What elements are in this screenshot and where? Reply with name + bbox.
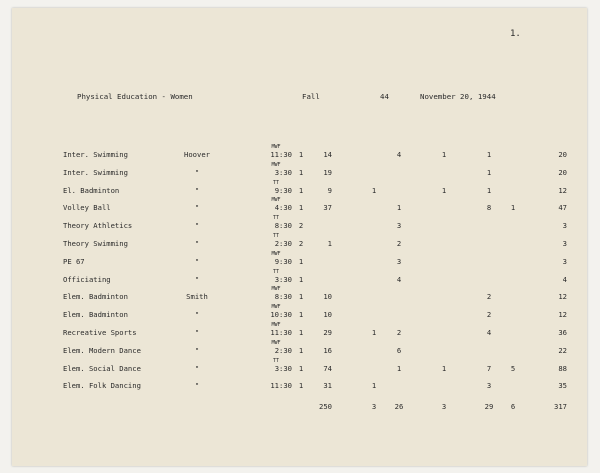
course-name: Volley Ball — [63, 203, 111, 213]
class-time: 3:30 — [274, 167, 292, 177]
department-title: Physical Education - Women — [77, 92, 193, 101]
credit-hours: 1 — [298, 381, 304, 391]
total-count-col-4: 3 — [441, 402, 447, 412]
course-name: Inter. Swimming — [63, 167, 128, 177]
class-days: TT — [272, 268, 280, 275]
count-col-5: 3 — [486, 381, 492, 391]
credit-hours: 1 — [298, 203, 304, 213]
count-col-4: 1 — [441, 150, 447, 159]
count-col-3: 2 — [396, 328, 402, 337]
course-name: Elem. Badminton — [63, 292, 128, 302]
row-total: 36 — [558, 328, 567, 337]
count-col-1: 37 — [323, 203, 332, 213]
count-col-3: 1 — [396, 363, 402, 373]
course-name: Inter. Swimming — [63, 150, 128, 159]
class-days: MWF — [271, 250, 281, 257]
count-col-5: 1 — [486, 150, 492, 159]
class-time: 8:30 — [274, 292, 292, 302]
class-days: MWF — [271, 144, 281, 150]
class-time: 11:30 — [270, 150, 292, 159]
credit-hours: 2 — [298, 239, 304, 248]
total-count-col-3: 26 — [394, 402, 404, 412]
count-col-1: 10 — [323, 310, 332, 320]
course-name: Elem. Social Dance — [63, 363, 141, 373]
count-col-3: 4 — [396, 150, 402, 159]
instructor: " — [194, 363, 200, 373]
class-days: MWF — [271, 322, 281, 328]
row-total: 22 — [558, 345, 567, 355]
row-total: 20 — [558, 167, 567, 177]
row-total: 12 — [558, 292, 567, 302]
credit-hours: 1 — [298, 150, 304, 159]
class-days: TT — [272, 215, 280, 222]
instructor: Smith — [186, 292, 208, 302]
count-col-3: 3 — [396, 256, 402, 266]
instructor: " — [194, 239, 200, 248]
total-count-col-6: 6 — [510, 402, 516, 412]
instructor: " — [194, 381, 200, 391]
class-time: 2:30 — [274, 345, 292, 355]
count-col-3: 6 — [396, 345, 402, 355]
count-col-2: 1 — [371, 381, 377, 391]
count-col-5: 7 — [486, 363, 492, 373]
instructor: Hoover — [184, 150, 210, 159]
count-col-5: 2 — [486, 292, 492, 302]
count-col-3: 4 — [396, 274, 402, 284]
instructor: " — [194, 274, 200, 284]
instructor: " — [194, 256, 200, 266]
total-count-col-2: 3 — [371, 402, 377, 412]
course-name: El. Badminton — [63, 185, 120, 195]
total-row-total: 317 — [554, 402, 567, 412]
instructor: " — [194, 221, 200, 231]
count-col-5: 8 — [486, 203, 492, 213]
count-col-4: 1 — [441, 363, 447, 373]
instructor: " — [194, 185, 200, 195]
course-name: Theory Athletics — [63, 221, 133, 231]
instructor: " — [194, 203, 200, 213]
class-days: MWF — [271, 286, 281, 293]
credit-hours: 1 — [298, 274, 304, 284]
instructor: " — [194, 345, 200, 355]
row-total: 3 — [562, 239, 567, 248]
page-number: 1. — [510, 29, 521, 39]
row-total: 12 — [558, 310, 567, 320]
class-time: 11:30 — [270, 328, 292, 337]
class-days: MWF — [271, 197, 281, 204]
instructor: " — [194, 328, 200, 337]
count-col-1: 19 — [323, 167, 332, 177]
class-days: TT — [272, 179, 280, 186]
instructor: " — [194, 310, 200, 320]
report-date: November 20, 1944 — [420, 92, 496, 101]
row-total: 88 — [558, 363, 567, 373]
row-total: 47 — [558, 203, 567, 213]
credit-hours: 2 — [298, 221, 304, 231]
count-col-3: 2 — [396, 239, 402, 248]
class-time: 4:30 — [274, 203, 292, 213]
count-col-5: 1 — [486, 185, 492, 195]
count-col-1: 9 — [327, 185, 332, 195]
credit-hours: 1 — [298, 185, 304, 195]
credit-hours: 1 — [298, 328, 304, 337]
credit-hours: 1 — [298, 292, 304, 302]
count-col-3: 1 — [396, 203, 402, 213]
row-total: 3 — [562, 221, 567, 231]
class-days: MWF — [271, 339, 281, 346]
course-name: Officiating — [63, 274, 111, 284]
count-col-5: 4 — [486, 328, 492, 337]
count-col-6: 5 — [510, 363, 516, 373]
course-name: PE 67 — [63, 256, 85, 266]
class-time: 8:30 — [274, 221, 292, 231]
class-time: 3:30 — [274, 274, 292, 284]
term-label: Fall — [302, 92, 320, 101]
document-page — [12, 8, 587, 466]
count-col-1: 74 — [323, 363, 332, 373]
count-col-5: 2 — [486, 310, 492, 320]
credit-hours: 1 — [298, 167, 304, 177]
course-name: Elem. Modern Dance — [63, 345, 141, 355]
course-name: Recreative Sports — [63, 328, 137, 337]
class-days: MWF — [271, 161, 281, 168]
class-time: 2:30 — [274, 239, 292, 248]
total-count-col-5: 29 — [484, 402, 494, 412]
count-col-2: 1 — [371, 328, 377, 337]
course-name: Elem. Folk Dancing — [63, 381, 141, 391]
count-col-1: 10 — [323, 292, 332, 302]
row-total: 20 — [558, 150, 567, 159]
class-time: 9:30 — [274, 185, 292, 195]
credit-hours: 1 — [298, 256, 304, 266]
instructor: " — [194, 167, 200, 177]
count-col-1: 31 — [323, 381, 332, 391]
row-total: 3 — [562, 256, 567, 266]
class-days: MWF — [271, 304, 281, 311]
row-total: 35 — [558, 381, 567, 391]
class-days: TT — [272, 357, 280, 364]
class-time: 3:30 — [274, 363, 292, 373]
class-time: 10:30 — [270, 310, 292, 320]
count-col-4: 1 — [441, 185, 447, 195]
term-code: 44 — [380, 92, 389, 101]
credit-hours: 1 — [298, 363, 304, 373]
class-time: 9:30 — [274, 256, 292, 266]
count-col-1: 29 — [323, 328, 332, 337]
row-total: 12 — [558, 185, 567, 195]
count-col-1: 1 — [327, 239, 332, 248]
class-days: TT — [272, 233, 280, 239]
count-col-1: 14 — [323, 150, 332, 159]
count-col-3: 3 — [396, 221, 402, 231]
course-name: Theory Swimming — [63, 239, 128, 248]
course-name: Elem. Badminton — [63, 310, 128, 320]
count-col-2: 1 — [371, 185, 377, 195]
credit-hours: 1 — [298, 310, 304, 320]
count-col-5: 1 — [486, 167, 492, 177]
total-count-col-1: 250 — [319, 402, 332, 412]
count-col-1: 16 — [323, 345, 332, 355]
row-total: 4 — [562, 274, 567, 284]
credit-hours: 1 — [298, 345, 304, 355]
class-time: 11:30 — [270, 381, 292, 391]
count-col-6: 1 — [510, 203, 516, 213]
